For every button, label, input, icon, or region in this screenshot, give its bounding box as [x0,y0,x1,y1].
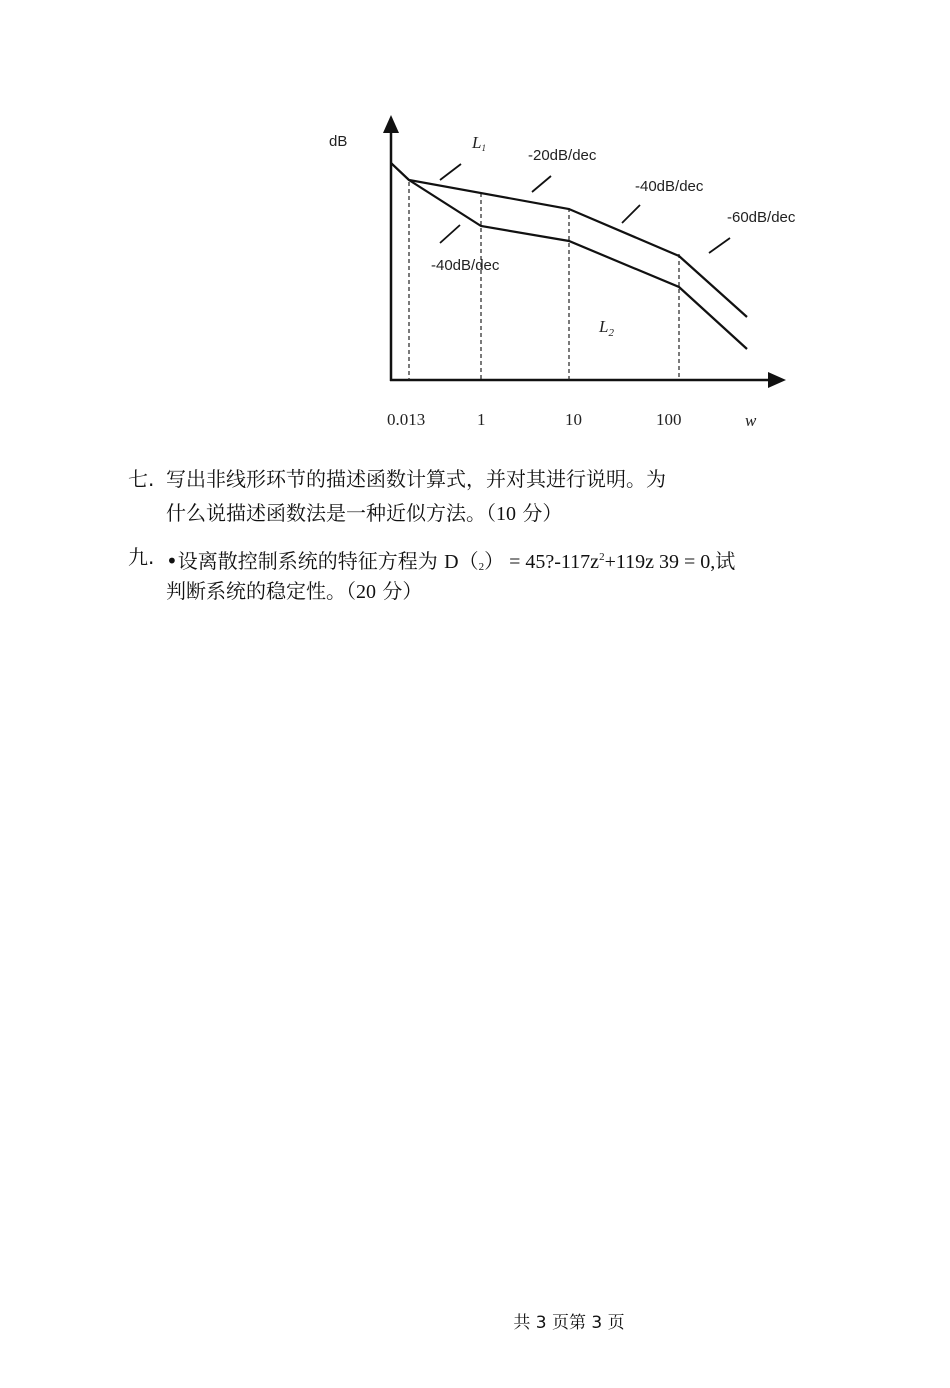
slope-tick-60 [709,238,730,253]
question-9-line-1: •设离散控制系统的特征方程为 $D(2) = 45?-117z^2+119z$ 39 = 0,试 [166,549,736,573]
question-9 [128,540,828,610]
question-7-line-2: 什么说描述函数法是一种近似方法。（10 分） [166,501,563,525]
slope-tick-40b [440,225,460,243]
slope-tick-40a [622,205,640,223]
y-axis-label: dB [329,133,348,150]
curve-label-L1: L1 [472,133,486,153]
x-axis-label: w [745,411,757,430]
slope-label-40-upper: -40dB/dec [635,178,704,195]
slope-tick-20 [532,176,551,192]
bode-diagram [0,0,950,440]
x-tick-label-1: 1 [477,410,486,429]
question-7-line-1: 写出非线形环节的描述函数计算式，并对其进行说明。为 [166,467,666,491]
slope-label-40-lower: -40dB/dec [431,257,500,274]
slope-label-60: -60dB/dec [727,209,796,226]
x-tick-label-0013: 0.013 [387,410,426,429]
x-tick-label-10: 10 [565,410,582,429]
question-7 [128,462,828,532]
slope-label-20: -20dB/dec [528,147,597,164]
question-9-line-2: 判断系统的稳定性。（20 分） [166,579,423,603]
curve-label-L2: $L_2$ [599,317,614,339]
slope-tick-L1 [440,164,461,180]
question-9-number: 九. [128,545,155,569]
question-7-number: 七. [128,467,155,491]
x-tick-label-100: 100 [656,410,682,429]
y-axis-arrow [383,115,399,133]
page-footer: 共 3 页第 3 页 [513,1313,625,1333]
x-axis-arrow [768,372,786,388]
